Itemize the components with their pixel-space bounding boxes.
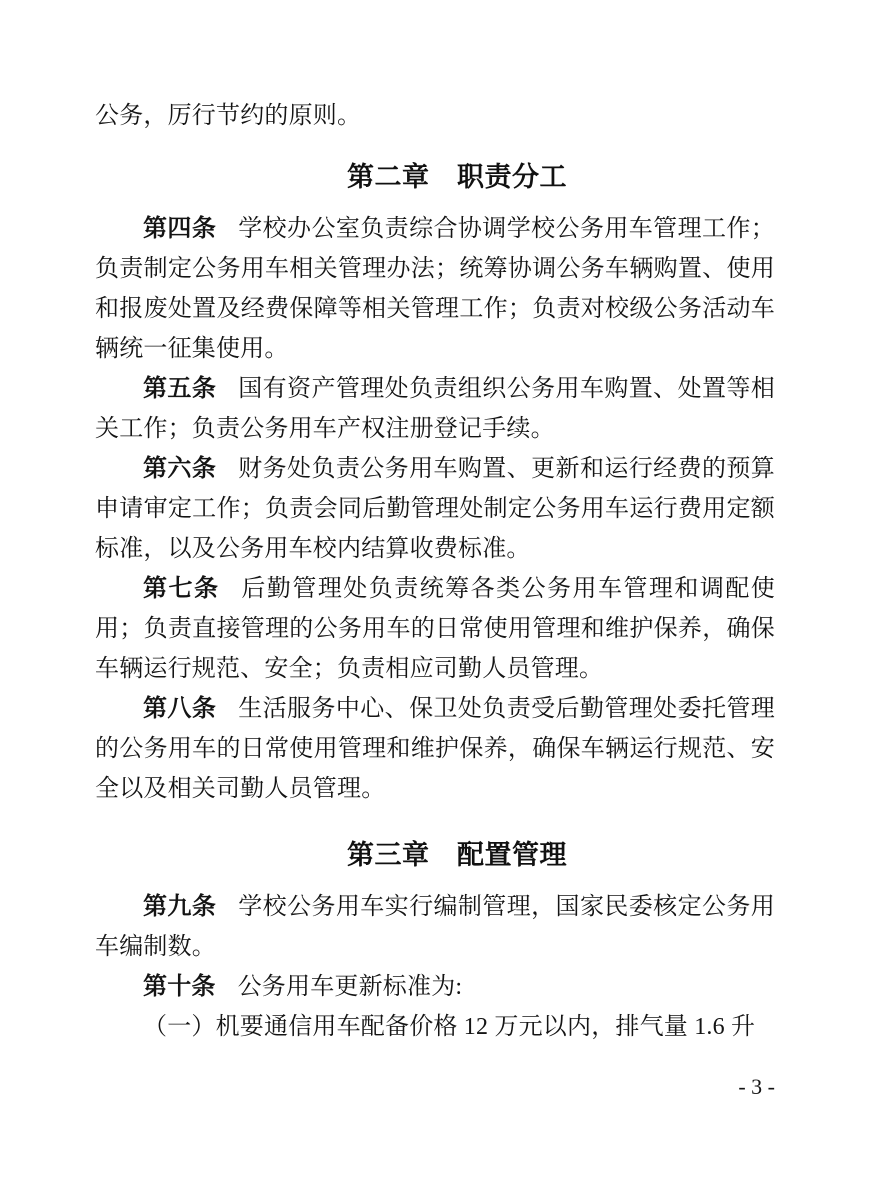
article-6-label: 第六条 [143, 455, 217, 482]
article-9-text: 学校公务用车实行编制管理，国家民委核定公务用车编制数。 [95, 894, 775, 960]
article-6-paragraph [95, 449, 775, 569]
article-8-label: 第八条 [143, 695, 217, 722]
article-8-paragraph [95, 689, 775, 809]
article-7-paragraph [95, 569, 775, 689]
article-10-item-1 [95, 1007, 775, 1047]
article-4-label: 第四条 [143, 215, 217, 242]
article-4-paragraph [95, 209, 775, 369]
article-9-paragraph [95, 887, 775, 967]
article-10-text: 公务用车更新标准为: [237, 974, 463, 1000]
article-8-text: 生活服务中心、保卫处负责受后勤管理处委托管理的公务用车的日常使用管理和维护保养，确保车辆运行规范、安全以及相关司勤人员管理。 [95, 696, 775, 802]
article-9-label: 第九条 [143, 893, 217, 920]
article-7-label: 第七条 [143, 575, 220, 602]
article-5-paragraph [95, 369, 775, 449]
article-5-label: 第五条 [143, 375, 217, 402]
page-footer [95, 1073, 775, 1101]
article-10-label: 第十条 [143, 973, 216, 1000]
article-10-item-1-text: （一）机要通信用车配备价格 12 万元以内，排气量 1.6 升 [143, 1014, 756, 1040]
article-5-text: 国有资产管理处负责组织公务用车购置、处置等相关工作；负责公务用车产权注册登记手续。 [95, 376, 775, 442]
article-6-text: 财务处负责公务用车购置、更新和运行经费的预算申请审定工作；负责会同后勤管理处制定公务用车运行费用定额标准，以及公务用车校内结算收费标准。 [95, 456, 775, 562]
chapter-2-heading: 第二章 职责分工 [347, 162, 567, 192]
chapter-3-heading: 第三章 配置管理 [347, 840, 567, 870]
article-4-text: 学校办公室负责综合协调学校公务用车管理工作；负责制定公务用车相关管理办法；统筹协调公务车辆购置、使用和报废处置及经费保障等相关管理工作；负责对校级公务活动车辆统一征集使用。 [95, 216, 775, 362]
page-number: - 3 - [738, 1074, 775, 1099]
article-7-text: 后勤管理处负责统筹各类公务用车管理和调配使用；负责直接管理的公务用车的日常使用管理和维护保养，确保车辆运行规范、安全；负责相应司勤人员管理。 [95, 576, 776, 682]
article-10-paragraph [95, 967, 775, 1007]
intro-continuation-text: 公务，厉行节约的原则。 [95, 103, 362, 129]
